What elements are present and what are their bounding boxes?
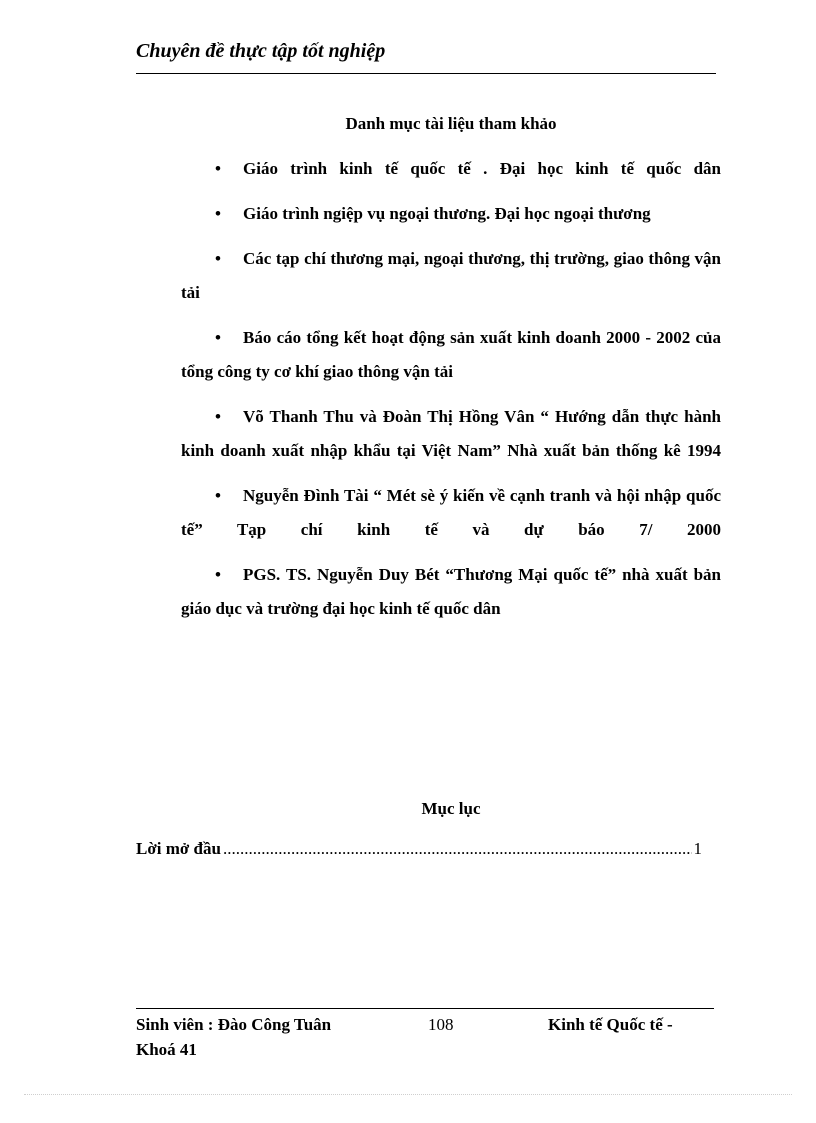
reference-item — [181, 321, 721, 389]
bullet-icon: • — [215, 249, 221, 268]
toc-title: Mục lục — [421, 799, 481, 818]
document-header-title: Chuyên đề thực tập tốt nghiệp — [136, 40, 386, 62]
footer-department: Kinh tế Quốc tế - — [548, 1015, 673, 1034]
reference-text: Giáo trình kinh tế quốc tế . Đại học kinh tế quốc dân — [243, 159, 721, 178]
reference-text: Võ Thanh Thu và Đoàn Thị Hồng Vân “ Hướng dẫn thực hành kinh doanh xuất nhập khẩu tại Việt Nam” Nhà xuất bản thống kê 1994 — [181, 407, 721, 460]
reference-item — [181, 479, 721, 547]
reference-item — [181, 197, 721, 231]
references-list — [181, 152, 721, 637]
reference-item — [181, 242, 721, 310]
toc-entry-page: 1 — [693, 839, 702, 858]
reference-item — [181, 400, 721, 468]
bullet-icon: • — [215, 565, 221, 584]
reference-text: Giáo trình ngiệp vụ ngoại thương. Đại học ngoại thương — [243, 204, 651, 223]
footer-divider — [136, 1008, 714, 1009]
footer-course: Khoá 41 — [136, 1040, 197, 1059]
bullet-icon: • — [215, 204, 221, 223]
toc-entry-label: Lời mở đầu — [136, 839, 221, 858]
page-bottom-divider — [24, 1094, 792, 1095]
reference-item — [181, 152, 721, 186]
bullet-icon: • — [215, 159, 221, 178]
toc-entry — [136, 839, 702, 859]
references-title: Danh mục tài liệu tham khảo — [345, 114, 557, 133]
bullet-icon: • — [215, 407, 221, 426]
reference-item — [181, 558, 721, 626]
reference-text: Báo cáo tổng kết hoạt động sản xuất kinh doanh 2000 - 2002 của tổng công ty cơ khí giao thông vận tải — [181, 328, 721, 381]
header-divider — [136, 73, 716, 74]
footer-page-number: 108 — [428, 1015, 454, 1034]
reference-text: Nguyễn Đình Tài “ Mét sè ý kiến về cạnh tranh và hội nhập quốc tế” Tạp chí kinh tế và dự báo 7/ 2000 — [181, 486, 721, 539]
reference-text: Các tạp chí thương mại, ngoại thương, thị trường, giao thông vận tải — [181, 249, 721, 302]
bullet-icon: • — [215, 328, 221, 347]
footer-student: Sinh viên : Đào Công Tuân — [136, 1015, 332, 1034]
reference-text: PGS. TS. Nguyễn Duy Bét “Thương Mại quốc tế” nhà xuất bản giáo dục và trường đại học kinh tế quốc dân — [181, 565, 721, 618]
bullet-icon: • — [215, 486, 221, 505]
toc-leader-dots — [223, 839, 692, 859]
